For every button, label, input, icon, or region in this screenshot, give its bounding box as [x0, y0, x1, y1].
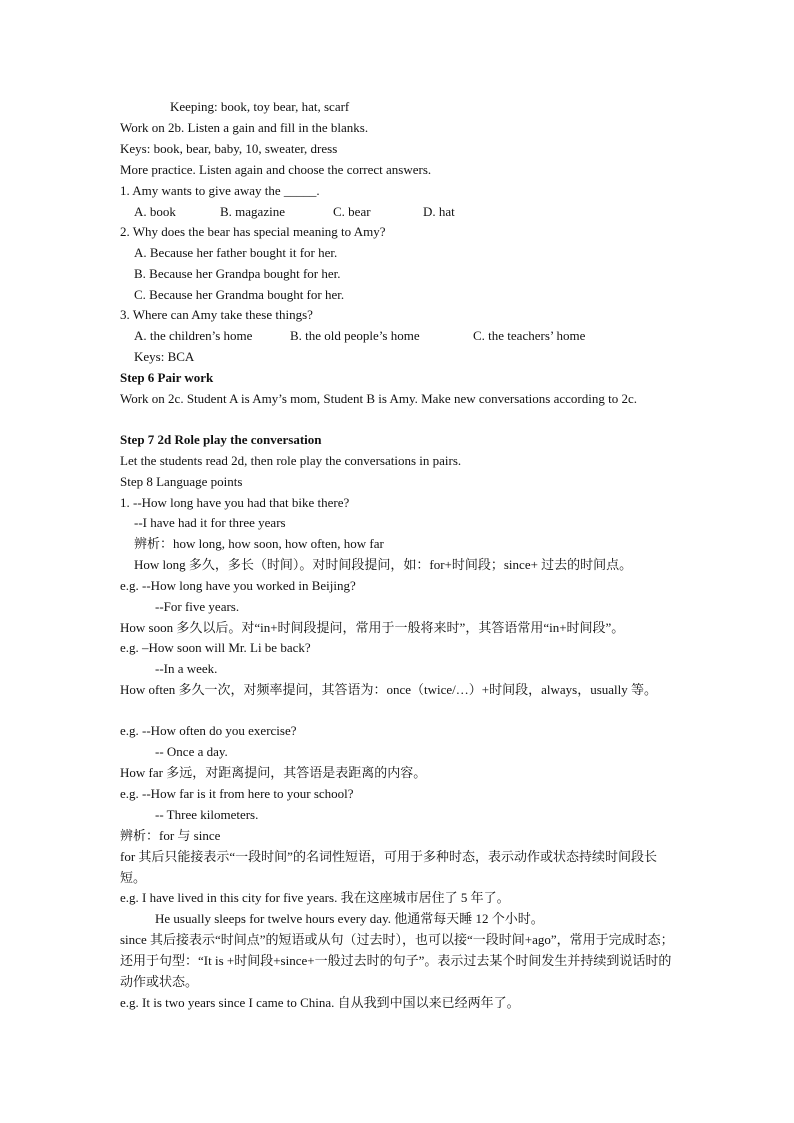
question-1: 1. Amy wants to give away the _____. — [120, 183, 320, 198]
example-6: He usually sleeps for twelve hours every day. 他通常每天睡 12 个小时。 — [155, 911, 544, 926]
q1-option-b: B. magazine — [220, 204, 285, 219]
bianxi-for-since-heading: 辨析：for 与 since — [120, 828, 221, 843]
q3-option-c: C. the teachers’ home — [473, 328, 586, 343]
q2-option-c: C. Because her Grandma bought for her. — [134, 287, 345, 302]
more-practice-line: More practice. Listen again and choose the correct answers. — [120, 162, 432, 177]
role-play-instruction: Let the students read 2d, then role play the conversations in pairs. — [120, 453, 462, 468]
work-2c-paragraph: Work on 2c. Student A is Amy’s mom, Student B is Amy. Make new conversations according to 2c. — [120, 391, 637, 406]
example-2: e.g. –How soon will Mr. Li be back? — [120, 640, 311, 655]
example-1: e.g. --How long have you worked in Beijing? — [120, 578, 356, 593]
example-3-answer: -- Once a day. — [155, 744, 228, 759]
how-often-explanation: How often 多久一次，对频率提问，其答语为：once（twice/…）+时间段，always，usually 等。 — [120, 682, 658, 697]
how-far-explanation: How far 多远，对距离提问，其答语是表距离的内容。 — [120, 765, 427, 780]
q2-option-a: A. Because her father bought it for her. — [134, 245, 338, 260]
since-explanation: since 其后接表示“时间点”的短语或从句（过去时），也可以接“一段时间+ago”，常用于完成时态；还用于句型：“It is +时间段+since+一般过去时的句子”。表示过去某个时间发生并持续到说话时的动作或状态。 — [120, 932, 674, 989]
question-2: 2. Why does the bear has special meaning to Amy? — [120, 224, 386, 239]
example-4: e.g. --How far is it from here to your school? — [120, 786, 354, 801]
work-2b-line: Work on 2b. Listen a gain and fill in the blanks. — [120, 120, 369, 135]
example-2-answer: --In a week. — [155, 661, 218, 676]
q3-option-b: B. the old people’s home — [290, 328, 420, 343]
step-6-heading: Step 6 Pair work — [120, 370, 214, 385]
example-7: e.g. It is two years since I came to China. 自从我到中国以来已经两年了。 — [120, 995, 520, 1010]
q1-option-a: A. book — [134, 204, 176, 219]
example-3: e.g. --How often do you exercise? — [120, 723, 297, 738]
step-7-heading: Step 7 2d Role play the conversation — [120, 432, 322, 447]
bianxi-how-heading: 辨析：how long, how soon, how often, how far — [134, 536, 384, 551]
example-5: e.g. I have lived in this city for five years. 我在这座城市居住了 5 年了。 — [120, 890, 510, 905]
q3-option-a: A. the children’s home — [134, 328, 253, 343]
keys-bca-line: Keys: BCA — [134, 349, 195, 364]
example-4-answer: -- Three kilometers. — [155, 807, 259, 822]
how-long-explanation: How long 多久，多长（时间）。对时间段提问，如：for+时间段；since+ 过去的时间点。 — [134, 557, 633, 572]
keys-2b-line: Keys: book, bear, baby, 10, sweater, dress — [120, 141, 338, 156]
language-point-1-answer: --I have had it for three years — [134, 515, 286, 530]
for-explanation: for 其后只能接表示“一段时间”的名词性短语，可用于多种时态，表示动作或状态持续时间段长短。 — [120, 849, 657, 885]
q2-option-b: B. Because her Grandpa bought for her. — [134, 266, 341, 281]
example-1-answer: --For five years. — [155, 599, 240, 614]
q1-option-c: C. bear — [333, 204, 371, 219]
q1-option-d: D. hat — [423, 204, 455, 219]
keeping-line: Keeping: book, toy bear, hat, scarf — [170, 99, 350, 114]
question-3: 3. Where can Amy take these things? — [120, 307, 313, 322]
how-soon-explanation: How soon 多久以后。对“in+时间段提问，常用于一般将来时”，其答语常用“in+时间段”。 — [120, 620, 625, 635]
language-point-1: 1. --How long have you had that bike there? — [120, 495, 350, 510]
step-8-heading: Step 8 Language points — [120, 474, 243, 489]
